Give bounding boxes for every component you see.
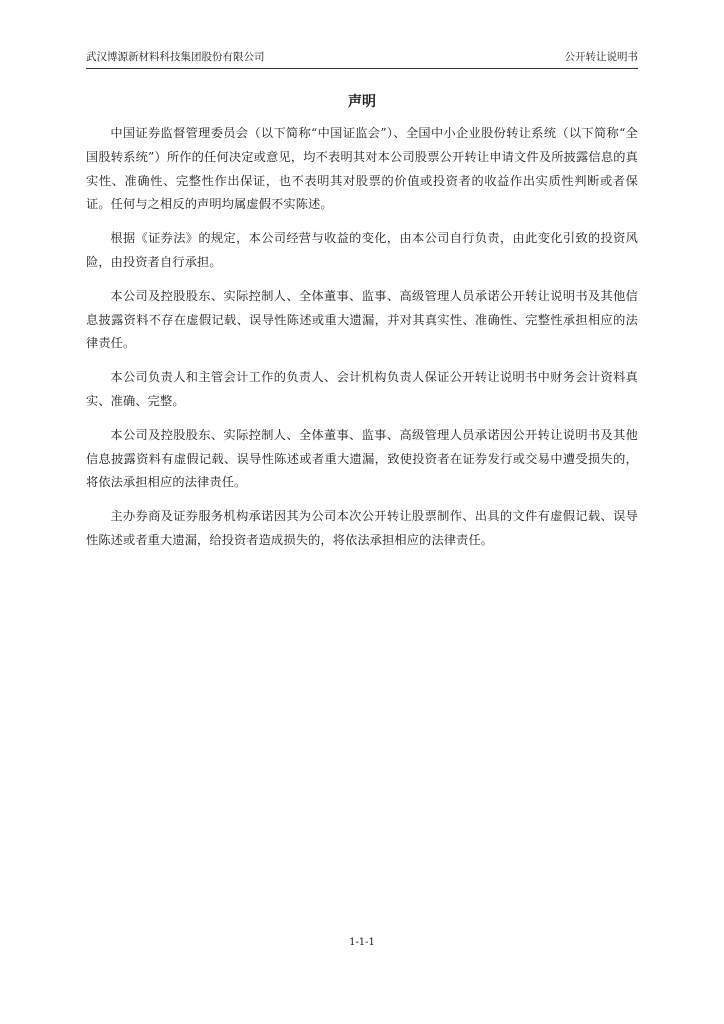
header-document-type: 公开转让说明书 [564, 51, 638, 63]
page-header [86, 48, 638, 69]
declaration-body [86, 122, 638, 563]
paragraph-csrc-disclaimer: 中国证券监督管理委员会（以下简称“中国证监会”）、全国中小企业股份转让系统（以下简称“全国股转系统”）所作的任何决定或意见，均不表明其对本公司股票公开转让申请文件及所披露信息的真实性、准确性、完整性作出保证，也不表明其对股票的价值或投资者的收益作出实质性判断或者保证。任何与之相反的声明均属虚假不实陈述。 [86, 126, 638, 212]
header-company-name: 武汉博源新材料科技集团股份有限公司 [86, 51, 265, 63]
page-number: 1-1-1 [349, 937, 375, 948]
paragraph-securities-law: 根据《证券法》的规定，本公司经营与收益的变化，由本公司自行负责，由此变化引致的投资风险，由投资者自行承担。 [86, 231, 638, 269]
page-title: 声明 [348, 94, 376, 110]
paragraph-management-commitment: 本公司及控股股东、实际控制人、全体董事、监事、高级管理人员承诺公开转让说明书及其他信息披露资料不存在虚假记载、误导性陈述或重大遗漏，并对其真实性、准确性、完整性承担相应的法律责任。 [86, 288, 638, 351]
paragraph-broker-commitment: 主办券商及证券服务机构承诺因其为公司本次公开转让股票制作、出具的文件有虚假记载、误导性陈述或者重大遗漏，给投资者造成损失的，将依法承担相应的法律责任。 [86, 509, 638, 547]
paragraph-liability-commitment: 本公司及控股股东、实际控制人、全体董事、监事、高级管理人员承诺因公开转让说明书及其他信息披露资料有虚假记载、误导性陈述或者重大遗漏，致使投资者在证券发行或交易中遭受损失的，将依法承担相应的法律责任。 [86, 427, 638, 490]
paragraph-financial-assurance: 本公司负责人和主管会计工作的负责人、会计机构负责人保证公开转让说明书中财务会计资料真实、准确、完整。 [86, 370, 638, 408]
